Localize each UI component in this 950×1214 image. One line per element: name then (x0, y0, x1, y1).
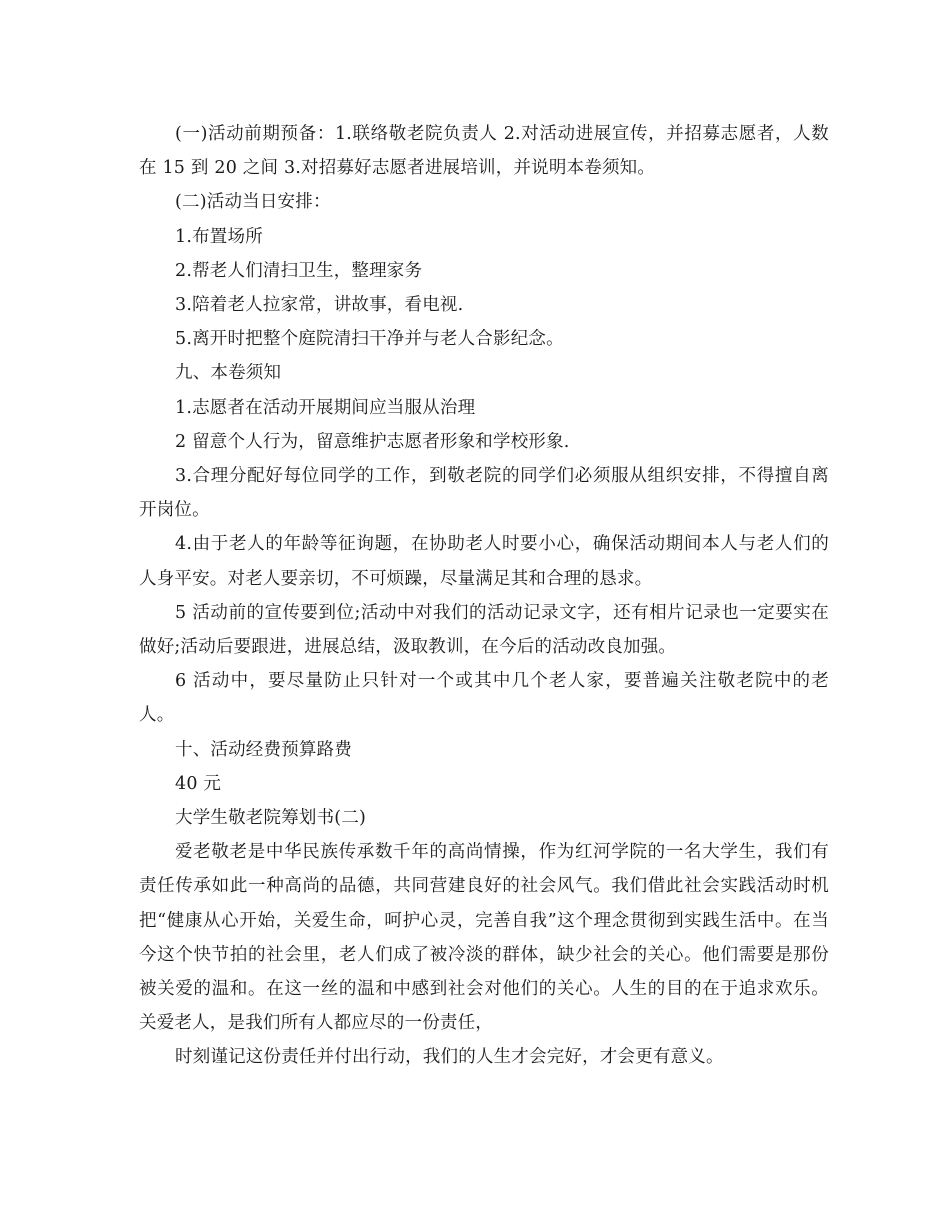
paragraph: 40 元 (175, 773, 222, 794)
paragraph: 6 活动中，要尽量防止只针对一个或其中几个老人家，要普遍关注敬老院中的老人。 (139, 671, 829, 726)
paragraph: (二)活动当日安排： (175, 192, 331, 213)
paragraph: 5 活动前的宣传要到位;活动中对我们的活动记录文字，还有相片记录也一定要实在做好;活动后要跟进，进展总结，汲取教训，在今后的活动改良加强。 (139, 602, 829, 658)
paragraph: 1.布置场所 (175, 226, 263, 247)
paragraph: (一)活动前期预备：1.联络敬老院负责人 2.对活动进展宣传，并招募志愿者，人数在 15 到 20 之间 3.对招募好志愿者进展培训，并说明本卷须知。 (139, 124, 829, 179)
paragraph: 时刻谨记这份责任并付出行动，我们的人生才会完好，才会更有意义。 (175, 1047, 724, 1068)
paragraph: 大学生敬老院筹划书(二) (175, 808, 367, 829)
paragraph: 爱老敬老是中华民族传承数千年的高尚情操，作为红河学院的一名大学生，我们有责任传承如此一种高尚的品德，共同营建良好的社会风气。我们借此社会实践活动时机把“健康从心开始，关爱生命，呵护心灵，完善自我”这个理念贯彻到实践生活中。在当今这个快节拍的社会里，老人们成了被冷淡的群体，缺少社会的关心。他们需要是那份被关爱的温和。在这一丝的温和中感到社会对他们的关心。人生的目的在于追求欢乐。关爱老人，是我们所有人都应尽的一份责任， (139, 842, 829, 1034)
paragraph: 1.志愿者在活动开展期间应当服从治理 (175, 397, 476, 418)
paragraph: 九、本卷须知 (175, 363, 282, 384)
paragraph: 3.合理分配好每位同学的工作，到敬老院的同学们必须服从组织安排，不得擅自离开岗位。 (139, 466, 829, 521)
paragraph: 4.由于老人的年龄等征询题，在协助老人时要小心，确保活动期间本人与老人们的人身平安。对老人要亲切，不可烦躁，尽量满足其和合理的恳求。 (139, 534, 829, 589)
paragraph: 十、活动经费预算路费 (175, 739, 352, 760)
document-body (139, 117, 829, 1075)
paragraph: 3.陪着老人拉家常，讲故事，看电视. (175, 295, 464, 316)
paragraph: 5.离开时把整个庭院清扫干净并与老人合影纪念。 (175, 329, 564, 350)
paragraph: 2 留意个人行为，留意维护志愿者形象和学校形象. (175, 431, 570, 452)
paragraph: 2.帮老人们清扫卫生，整理家务 (175, 260, 423, 281)
